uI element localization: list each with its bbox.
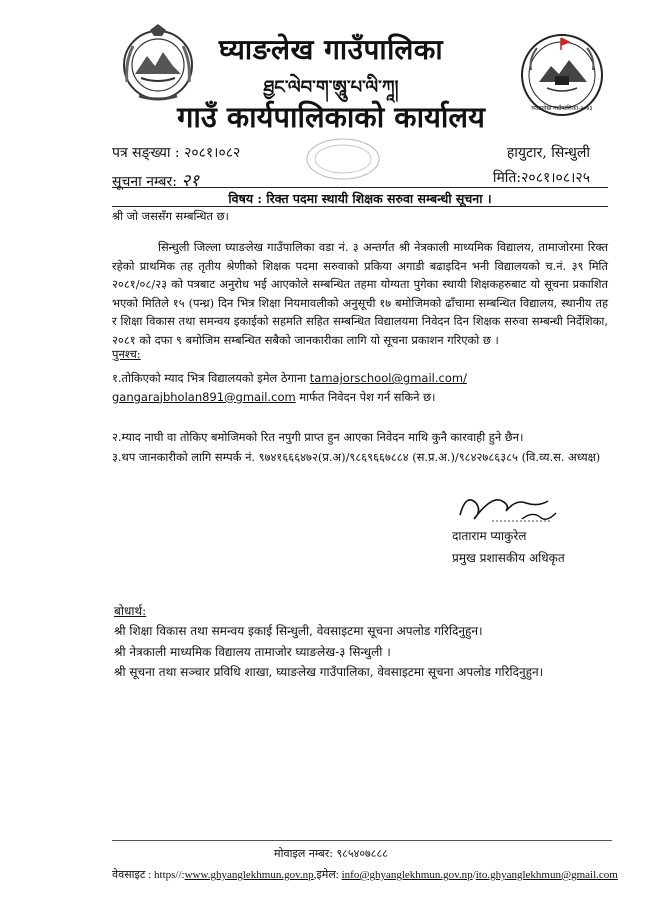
signatory-title: प्रमुख प्रशासकीय अधिकृत <box>452 551 565 565</box>
postscript-item-1-suffix: मार्फत निवेदन पेश गर्न सकिने छ। <box>295 389 436 404</box>
school-email-link[interactable]: tamajorschool@gmail.com/ <box>309 371 467 385</box>
email-separator: / <box>472 869 476 881</box>
info-email-link[interactable]: info@ghyanglekhmun.gov.np <box>341 869 473 881</box>
footer-rule <box>112 840 612 841</box>
notice-number-label: सूचना नम्बर: <box>112 174 177 190</box>
notice-paragraph: सिन्धुली जिल्ला घ्याङलेख गाउँपालिका वडा नं. ३ अन्तर्गत श्री नेत्रकाली माध्यमिक विद्यालय, तामाजोरमा रिक्त रहेको प्राथमिक तह तृतीय श्रेणीको शिक्षक पदमा सरुवाको प्रकिया अगाडी बढाइदिन भनी विद्यालयको च.नं. ३९ मिति २०८१/०८/२३ को पत्रबाट अनुरोध भई आएकोले सम्बन्धित तहमा योग्यता पुगेका स्थायी शिक्षकहरुबाट यो सूचना प्रकाशित भएको मितिले १५ (पन्ध्र) दिन भित्र शिक्षा नियमावलीको अनुसूची १७ बमोजिमको ढाँचामा सम्बन्धित विद्यालय, स्थानीय तह र शिक्षा विकास तथा समन्वय इकाईको सहमति सहित सम्बन्धित विद्यालयमा निवेदन दिन शिक्षक सरुवा सम्बन्धी निर्देशिका, २०८१ को दफा ९ बमोजिम सम्बन्धित सबैको जानकारीका लागि यो सूचना प्रकाशन गरिएको छ । <box>112 240 608 347</box>
signatory-name: दाताराम प्याकुरेल <box>452 529 527 543</box>
postscript-label: पुनश्च: <box>112 347 141 361</box>
office-name: गाउँ कार्यपालिकाको कार्यालय <box>177 100 485 134</box>
website-label: वेवसाइट : https//: <box>112 869 185 881</box>
principal-email-link[interactable]: gangarajbholan891@gmail.com <box>112 389 296 404</box>
postscript-item-1 <box>112 369 608 406</box>
cc-heading: बोधार्थ: <box>114 604 147 618</box>
notice-date: मिति:२०८१।०८।२५ <box>492 170 590 186</box>
subject-line: विषय : रिक्त पदमा स्थायी शिक्षक सरुवा सम्बन्धी सूचना । <box>228 191 492 206</box>
postscript-item-2: २.म्याद नाघी वा तोकिए बमोजिमको रित नपुगी प्राप्त हुन आएका निवेदन माथि कुनै कारवाही हुने छैन। <box>112 430 524 444</box>
municipality-name-tibetan: ཐྱང་ལེབ་ག་ཨཱུ་པ་ལི་ཀཱ། <box>263 77 399 98</box>
seal-caption: घ्याङलेख गाउँपालिका-२०७३ <box>531 105 593 112</box>
footer-mobile: मोवाइल नम्बर: ९८५४०७८८८ <box>274 847 388 860</box>
postscript-item-1-text: १.तोकिएको म्याद भित्र विद्यालयको इमेल ठेगाना <box>112 371 307 385</box>
office-stamp <box>303 135 383 183</box>
subject-top-rule <box>112 187 608 188</box>
greeting: श्री जो जससँग सम्बन्धित छ। <box>112 209 229 223</box>
postscript-item-3: ३.थप जानकारीको लागि सम्पर्क नं. ९७४१६६६४७२(प्र.अ)/९८६९६६७८८४ (स.प्र.अ.)/९८४२७८६३८५ (वि.व्य.स. अध्यक्ष) <box>112 450 601 464</box>
email-label: ,इमेल: <box>313 869 339 881</box>
letter-number: पत्र सङ्ख्या : २०८१।०८२ <box>112 145 241 161</box>
cc-line: श्री नेत्रकाली माध्यमिक विद्यालय तामाजोर घ्याङलेख-३ सिन्धुली । <box>114 645 391 659</box>
notice-number-value: २१ <box>181 171 200 191</box>
office-location: हायुटार, सिन्धुली <box>506 145 590 161</box>
ito-email-link[interactable]: ito.ghyanglekhmun@gmail.com <box>475 869 618 881</box>
footer-contact <box>112 867 618 882</box>
cc-line: श्री सूचना तथा सञ्चार प्रविधि शाखा, घ्याङलेख गाउँपालिका, वेवसाइटमा सूचना अपलोड गरिदिनुहुन। <box>114 665 544 679</box>
cc-line: श्री शिक्षा विकास तथा समन्वय इकाई सिन्धुली, वेवसाइटमा सूचना अपलोड गरिदिनुहुन। <box>114 624 483 638</box>
website-link[interactable]: www.ghyanglekhmun.gov.np <box>184 869 314 881</box>
municipality-name: घ्याङलेख गाउँपालिका <box>218 33 444 66</box>
